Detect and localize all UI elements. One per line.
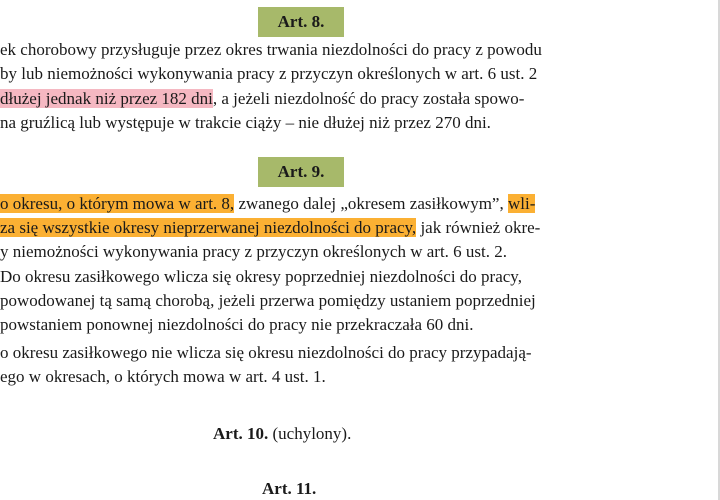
art8-line-3-rest: , a jeżeli niezdolność do pracy została spowo-: [212, 89, 525, 108]
art9-line-3: y niemożności wykonywania pracy z przyczyn określonych w art. 6 ust. 2.: [0, 242, 508, 261]
art9-line-2: [0, 217, 540, 239]
art9-para2-line-2: powodowanej tą samą chorobą, jeżeli przerwa pomiędzy ustaniem poprzedniej: [0, 291, 536, 310]
art8-heading: Art. 8.: [258, 7, 344, 37]
art9-para3-line-1: o okresu zasiłkowego nie wlicza się okresu niezdolności do pracy przypadają-: [0, 343, 532, 362]
art10-line: [213, 423, 351, 445]
art9-para2-line-1: Do okresu zasiłkowego wlicza się okresy poprzedniej niezdolności do pracy,: [0, 267, 522, 286]
art9-highlight-3: za się wszystkie okresy nieprzerwanej niezdolności do pracy,: [0, 218, 417, 237]
art9-highlight-2: wli-: [507, 194, 536, 213]
art9-line-1-mid: zwanego dalej „okresem zasiłkowym”,: [234, 194, 508, 213]
art9-para3-line-2: ego w okresach, o których mowa w art. 4 ust. 1.: [0, 367, 326, 386]
art9-para2-line-3: powstaniem ponownej niezdolności do pracy nie przekraczała 60 dni.: [0, 315, 474, 334]
art8-line-3: [0, 88, 524, 110]
art10-note: (uchylony).: [268, 424, 352, 443]
art10-heading: Art. 10.: [213, 424, 269, 443]
art9-heading: Art. 9.: [258, 157, 344, 187]
art9-highlight-1: o okresu, o którym mowa w art. 8,: [0, 194, 235, 213]
art11-line: [262, 478, 316, 500]
art9-line-1: [0, 193, 535, 215]
art8-pink-highlight: dłużej jednak niż przez 182 dni: [0, 89, 213, 108]
art9-line-2-rest: jak również okre-: [416, 218, 541, 237]
art8-line-4: na gruźlicą lub występuje w trakcie ciąży – nie dłużej niż przez 270 dni.: [0, 113, 491, 132]
art8-line-1: ek chorobowy przysługuje przez okres trwania niezdolności do pracy z powodu: [0, 40, 542, 59]
art11-heading: Art. 11.: [262, 479, 317, 498]
art8-line-2: by lub niemożności wykonywania pracy z przyczyn określonych w art. 6 ust. 2: [0, 64, 538, 83]
